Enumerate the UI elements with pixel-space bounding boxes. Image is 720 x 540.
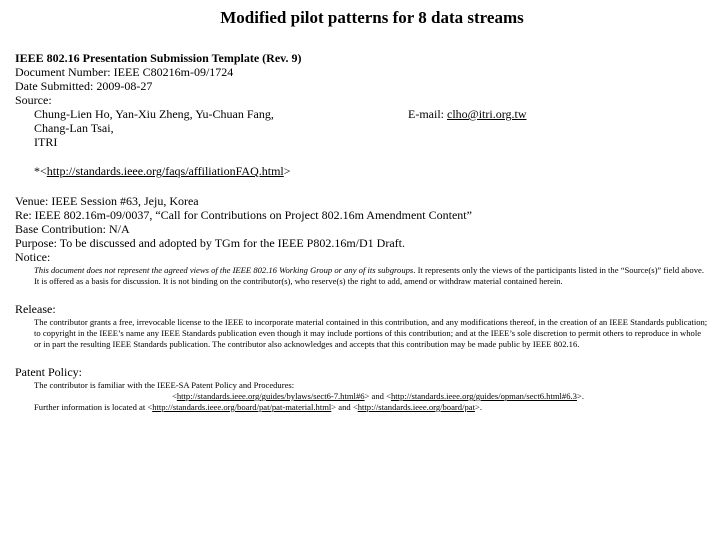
email-link[interactable]: clho@itri.org.tw: [447, 107, 527, 121]
patent-l3-mid: > and <: [331, 402, 358, 412]
patent-link-bylaws[interactable]: http://standards.ieee.org/guides/bylaws/sect6-7.html#6: [176, 391, 365, 401]
affiliation-prefix: *<: [34, 164, 47, 178]
authors-line-2: Chang-Lan Tsai,: [34, 121, 114, 135]
page-title: Modified pilot patterns for 8 data streams: [220, 8, 524, 27]
document-number: Document Number: IEEE C80216m-09/1724: [15, 65, 234, 79]
source-label: Source:: [15, 93, 52, 107]
affiliation-link[interactable]: http://standards.ieee.org/faqs/affiliationFAQ.html: [46, 164, 284, 178]
email-line: [408, 107, 527, 121]
notice-rest: . It represents only the views of the participants listed in the “Source(s)” field above. It is offered as a basis for discussion. It is not binding on the contributor(s), who reserve(s) the right to add, amend or withdraw material contained herein.: [34, 265, 704, 286]
release-label: Release:: [15, 302, 56, 316]
date-submitted: Date Submitted: 2009-08-27: [15, 79, 153, 93]
email-label: E-mail:: [408, 107, 444, 121]
patent-link-material[interactable]: http://standards.ieee.org/board/pat/pat-material.html: [152, 402, 332, 412]
release-text: The contributor grants a free, irrevocable license to the IEEE to incorporate material contained in this contribution, and any modifications thereof, in the creation of an IEEE Standards publication; to copyright in the IEEE’s name any IEEE Standards publication even though it may include portions of this contribution; and at the IEEE’s sole discretion to permit others to reproduce in whole or in part the resulting IEEE Standards publication. The contributor also acknowledges and accepts that this contribution may be made public by IEEE 802.16.: [34, 317, 708, 349]
base-contribution: Base Contribution: N/A: [15, 222, 130, 236]
patent-l2-end: >.: [576, 391, 584, 401]
purpose: Purpose: To be discussed and adopted by TGm for the IEEE P802.16m/D1 Draft.: [15, 236, 405, 250]
patent-l2-mid: > and <: [364, 391, 391, 401]
notice-label: Notice:: [15, 250, 51, 264]
patent-line-1: The contributor is familiar with the IEEE-SA Patent Policy and Procedures:: [34, 380, 295, 390]
patent-l3-pre: Further information is located at <: [34, 402, 153, 412]
patent-link-opman[interactable]: http://standards.ieee.org/guides/opman/sect6.html#6.3: [390, 391, 577, 401]
patent-label: Patent Policy:: [15, 365, 82, 379]
patent-line-2: [172, 391, 584, 402]
patent-l2-pre: <: [172, 391, 177, 401]
re-line: Re: IEEE 802.16m-09/0037, “Call for Contributions on Project 802.16m Amendment Content”: [15, 208, 472, 222]
patent-line-3: [34, 402, 482, 413]
template-label: IEEE 802.16 Presentation Submission Template (Rev. 9): [15, 51, 302, 65]
affiliation-suffix: >: [283, 164, 291, 178]
affiliation-line: [34, 164, 291, 178]
patent-link-board[interactable]: http://standards.ieee.org/board/pat: [357, 402, 475, 412]
notice-text: [34, 265, 710, 287]
authors-line-1: Chung-Lien Ho, Yan-Xiu Zheng, Yu-Chuan Fang,: [34, 107, 274, 121]
patent-l3-end: >.: [474, 402, 482, 412]
organization: ITRI: [34, 135, 58, 149]
notice-italic: This document does not represent the agreed views of the IEEE 802.16 Working Group or any of its subgroups: [34, 265, 414, 275]
venue: Venue: IEEE Session #63, Jeju, Korea: [15, 194, 199, 208]
